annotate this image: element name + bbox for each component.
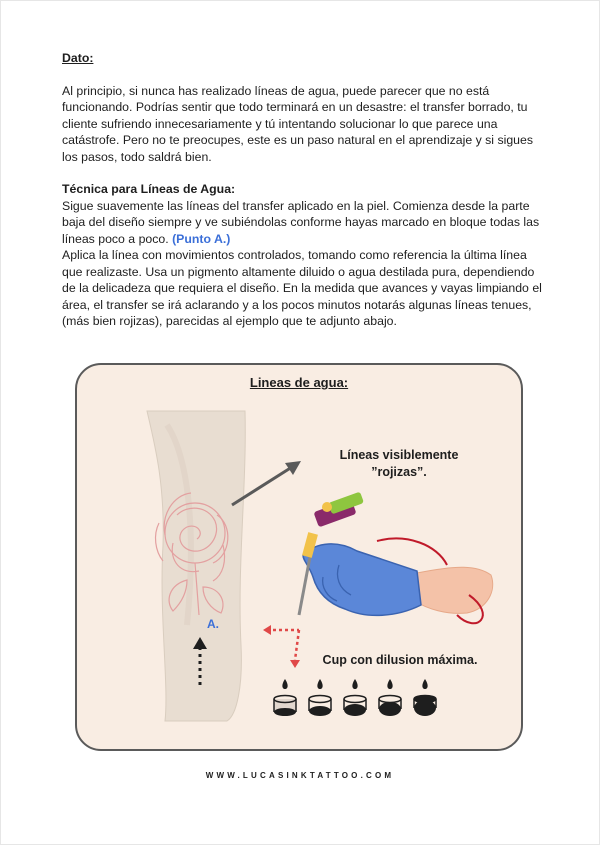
red-lines-label [319,447,479,481]
dato-heading: Dato: [62,51,94,65]
tecnica-text-1: Sigue suavemente las líneas del transfer aplicado en la piel. Comienza desde la parte baja del diseño siempre y ve subiéndolas conforme hayas marcado en bloque todas las líneas poco a poco. [62,198,540,246]
figure-title: Lineas de agua: [249,375,349,390]
tattoo-machine-icon [299,492,493,624]
forearm-image [147,411,245,721]
tecnica-heading: Técnica para Líneas de Agua: [62,182,236,196]
ink-cups [274,679,436,716]
footer-website: WWW.LUCASINKTATTOO.COM [205,771,395,780]
punto-a-label: (Punto A.) [172,231,231,246]
blue-glove [303,544,421,615]
figure-illustration [77,365,523,751]
cup-pointer-arrow [267,630,299,660]
red-lines-label-line-1: Líneas visiblemente [339,448,459,462]
water-lines-figure [75,363,523,751]
main-content [62,50,542,330]
point-a-label: A. [207,617,219,631]
cup-label: Cup con dilusion máxima. [322,653,478,667]
tecnica-paragraph-2: Aplica la línea con movimientos controlados, tomando como referencia la última línea que realizaste. Usa un pigmento altamente diluido o agua destilada pura, dependiendo de la delicadeza que requiera el diseño. En la medida que avances y vayas limpiando el área, el transfer se irá aclarando y a los pocos minutos notarás algunas líneas tenues, (más bien rojizas), parecidas al ejemplo que te adjunto abajo. [62,248,542,328]
tecnica-paragraph-1 [62,198,542,248]
red-lines-label-line-2: ”rojizas”. [371,465,427,479]
dato-paragraph: Al principio, si nunca has realizado líneas de agua, puede parecer que no está funcionando. Podrías sentir que todo terminará en un desastre: el transfer borrado, tu cliente sufriendo innecesariamente y tú intentando solucionar lo que parece una catástrofe. Pero no te preocupes, este es un paso natural en el aprendizaje y si sigues los pasos, todo saldrá bien. [62,83,533,164]
